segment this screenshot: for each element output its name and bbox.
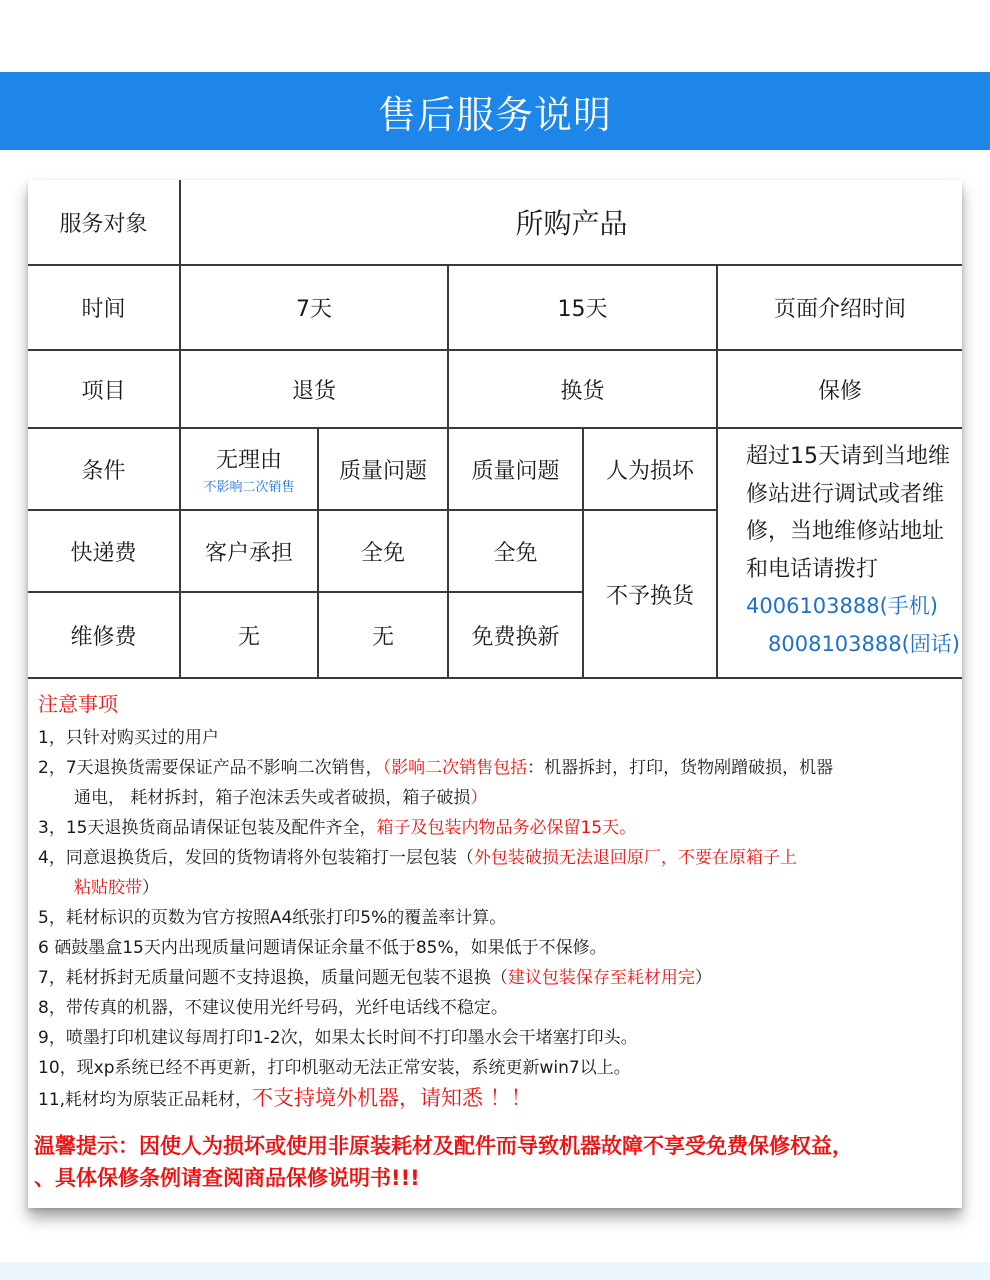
- repair-free-replacement: 免费换新: [471, 624, 560, 650]
- header-banner: [0, 72, 990, 150]
- no-exchange: 不予换货: [605, 583, 694, 609]
- item-warranty: 保修: [817, 378, 862, 404]
- table-line: [28, 677, 962, 679]
- note-text: ）: [694, 968, 712, 988]
- note-text: 5，耗材标识的页数为官方按照A4纸张打印5%的覆盖率计算。: [38, 908, 507, 928]
- note-highlight: 粘贴胶带: [74, 878, 142, 898]
- note-text: 8，带传真的机器，不建议使用光纤号码，光纤电话线不稳定。: [38, 998, 508, 1018]
- warranty-note: [746, 438, 960, 663]
- phone-landline: 8008103888(固话): [768, 631, 960, 656]
- repair-none-1: 无: [237, 624, 260, 650]
- condition-no-reason-label: 无理由: [215, 448, 282, 473]
- shipping-free-1: 全免: [360, 540, 405, 566]
- shipping-customer-pays: 客户承担: [204, 540, 293, 566]
- label-time: 时间: [81, 297, 126, 322]
- note-item: [38, 753, 958, 783]
- note-item: [38, 903, 958, 933]
- warm-tip-line: 温馨提示：因使人为损坏或使用非原装耗材及配件而导致机器故障不享受免费保修权益，: [34, 1134, 853, 1158]
- note-text: ）: [142, 878, 159, 898]
- note-text: 9，喷墨打印机建议每周打印1-2次，如果太长时间不打印墨水会干堵塞打印头。: [38, 1028, 638, 1048]
- item-exchange: 换货: [560, 378, 605, 404]
- shipping-free-2: 全免: [493, 540, 538, 566]
- time-page-period: 页面介绍时间: [773, 297, 906, 322]
- time-7-days: 7天: [296, 297, 332, 322]
- label-item: 项目: [81, 378, 126, 404]
- note-highlight: 外包装破损无法退回原厂，不要在原箱子上: [473, 848, 797, 868]
- note-text: 10，现xp系统已经不再更新，打印机驱动无法正常安装，系统更新win7以上。: [38, 1058, 631, 1078]
- label-repair-fee: 维修费: [70, 624, 137, 650]
- note-highlight: ）: [470, 788, 488, 808]
- bottom-strip: [0, 1262, 990, 1280]
- condition-human-damage: 人为损坏: [605, 458, 694, 484]
- label-shipping-fee: 快递费: [70, 540, 137, 566]
- condition-no-reason: [181, 429, 317, 509]
- note-item-cont: [38, 783, 958, 813]
- condition-sub-note: 不影响二次销售: [203, 480, 295, 495]
- note-item-cont: [38, 873, 958, 903]
- note-highlight: 箱子及包装内物品务必保留15天。: [376, 818, 637, 838]
- note-text: 通电， 耗材拆封，箱子泡沫丢失或者破损，箱子破损: [74, 788, 471, 808]
- note-highlight: 不支持境外机器，请知悉 ！！: [252, 1086, 532, 1110]
- condition-quality-issue-exchange: 质量问题: [471, 458, 560, 484]
- note-text: 4，同意退换货后，发回的货物请将外包装箱打一层包装（: [38, 848, 474, 868]
- note-item: [38, 963, 958, 993]
- note-item: [38, 843, 958, 873]
- condition-quality-issue-return: 质量问题: [338, 458, 427, 484]
- repair-none-2: 无: [371, 624, 394, 650]
- note-text: 3，15天退换货商品请保证包装及配件齐全，: [38, 818, 377, 838]
- note-text: 7，耗材拆封无质量问题不支持退换，质量问题无包装不退换（: [38, 968, 508, 988]
- warranty-note-text: 超过15天请到当地维修站进行调试或者维修，当地维修站地址和电话请拨打: [746, 444, 950, 582]
- phone-mobile: 4006103888(手机): [746, 594, 938, 618]
- value-purchased-product: 所购产品: [515, 207, 628, 240]
- note-text: ：机器拆封，打印，货物剐蹭破损，机器: [527, 758, 834, 778]
- note-item: [38, 993, 958, 1023]
- note-item: [38, 933, 958, 963]
- note-item: [38, 1053, 958, 1083]
- warm-tip: [34, 1130, 959, 1194]
- notes-title: 注意事项: [38, 692, 118, 716]
- label-service-target: 服务对象: [59, 211, 148, 237]
- note-text: 1，只针对购买过的用户: [38, 728, 219, 748]
- note-item: [38, 723, 958, 753]
- note-highlight: 建议包装保存至耗材用完: [507, 968, 695, 988]
- label-condition: 条件: [81, 458, 126, 484]
- page-title: 售后服务说明: [377, 92, 612, 137]
- notes-section: [38, 688, 958, 1115]
- note-text: 11,耗材均为原装正品耗材，: [38, 1090, 253, 1110]
- service-card: [28, 180, 962, 1208]
- note-item: [38, 1083, 958, 1115]
- item-return: 退货: [291, 378, 336, 404]
- warm-tip-line: 、具体保修条例请查阅商品保修说明书!!!: [34, 1166, 420, 1190]
- note-highlight: （影响二次销售包括: [382, 758, 528, 778]
- note-item: [38, 813, 958, 843]
- note-item: [38, 1023, 958, 1053]
- time-15-days: 15天: [557, 297, 608, 322]
- note-text: 2，7天退换货需要保证产品不影响二次销售，: [38, 758, 383, 778]
- note-text: 6 硒鼓墨盒15天内出现质量问题请保证余量不低于85%，如果低于不保修。: [38, 938, 607, 958]
